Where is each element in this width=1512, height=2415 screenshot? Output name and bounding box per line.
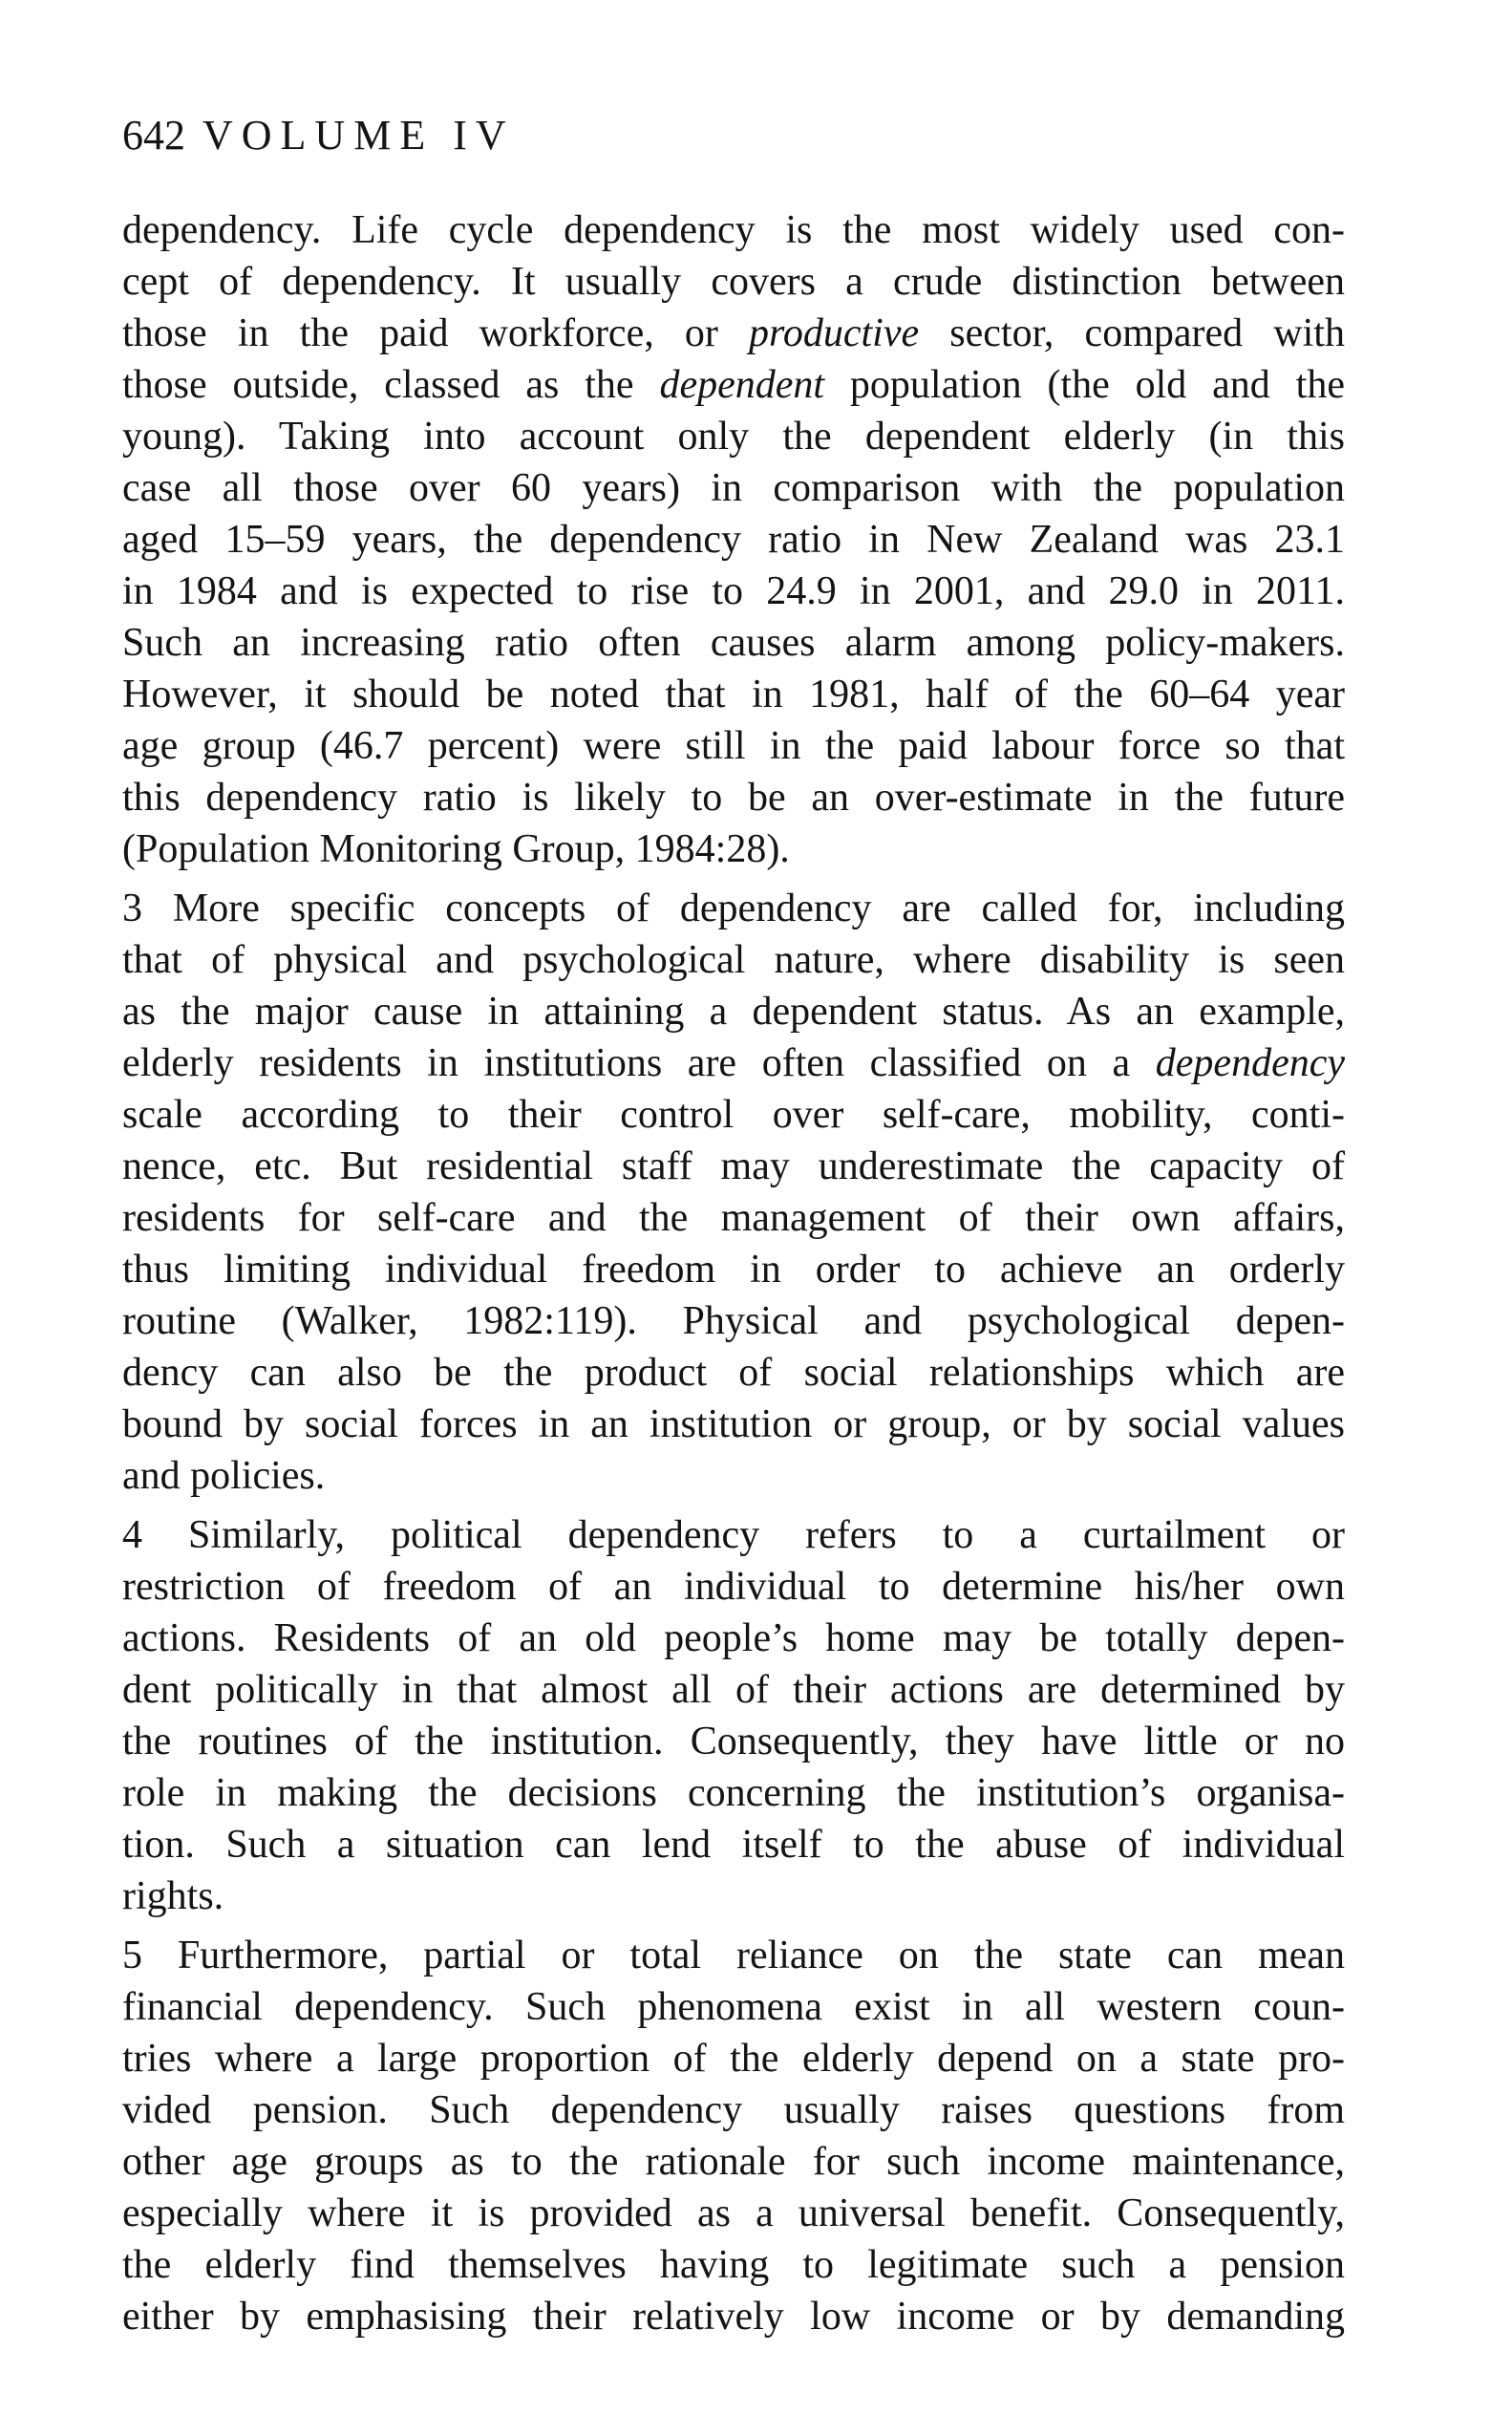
- text-line: [122, 1819, 1345, 1870]
- text-line: [122, 823, 1345, 875]
- text-segment: elderly residents in institutions are often classified on a: [122, 1041, 1156, 1085]
- text-segment: dency can also be the product of social relationships which are: [122, 1351, 1345, 1395]
- text-segment: other age groups as to the rationale for such income maintenance,: [122, 2140, 1345, 2184]
- text-line: [122, 617, 1345, 669]
- text-line: [122, 934, 1345, 986]
- paragraph-gap: [122, 875, 1345, 883]
- text-segment: rights.: [122, 1874, 224, 1918]
- volume-label: VOLUME IV: [202, 112, 515, 159]
- paragraph: [122, 883, 1345, 1502]
- text-segment: actions. Residents of an old people’s home may be totally depen-: [122, 1616, 1345, 1660]
- text-segment: nence, etc. But residential staff may underestimate the capacity of: [122, 1144, 1345, 1188]
- text-line: [122, 1716, 1345, 1767]
- text-segment: this dependency ratio is likely to be an over-estimate in the future: [122, 776, 1345, 820]
- text-segment: either by emphasising their relatively low income or by demanding: [122, 2295, 1345, 2339]
- text-segment: Such an increasing ratio often causes alarm among policy-makers.: [122, 621, 1345, 665]
- page-number: 642: [122, 112, 185, 159]
- italic-term: productive: [749, 311, 920, 355]
- text-line: [122, 1244, 1345, 1295]
- text-line: [122, 1450, 1345, 1502]
- text-segment: case all those over 60 years) in comparison with the population: [122, 466, 1345, 510]
- text-segment: as the major cause in attaining a dependent status. As an example,: [122, 990, 1345, 1034]
- text-line: [122, 1192, 1345, 1244]
- italic-term: dependent: [659, 363, 825, 407]
- text-segment: residents for self-care and the management of their own affairs,: [122, 1196, 1345, 1240]
- text-line: [122, 1930, 1345, 1981]
- text-segment: restriction of freedom of an individual to determine his/her own: [122, 1565, 1345, 1609]
- text-segment: vided pension. Such dependency usually raises questions from: [122, 2088, 1345, 2132]
- text-line: [122, 204, 1345, 256]
- paragraph-gap: [122, 1502, 1345, 1509]
- text-segment: However, it should be noted that in 1981, half of the 60–64 year: [122, 673, 1345, 716]
- text-line: [122, 772, 1345, 823]
- text-segment: dependency. Life cycle dependency is the most widely used con-: [122, 208, 1345, 252]
- text-line: [122, 308, 1345, 359]
- running-head: [122, 112, 515, 159]
- text-line: [122, 2291, 1345, 2342]
- text-line: [122, 1089, 1345, 1141]
- text-segment: thus limiting individual freedom in order to achieve an orderly: [122, 1248, 1345, 1292]
- text-segment: that of physical and psychological nature, where disability is seen: [122, 938, 1345, 982]
- text-segment: sector, compared with: [919, 311, 1345, 355]
- text-segment: young). Taking into account only the dependent elderly (in this: [122, 415, 1345, 459]
- text-line: [122, 2084, 1345, 2136]
- text-line: [122, 2239, 1345, 2291]
- text-segment: those in the paid workforce, or: [122, 311, 750, 355]
- text-line: [122, 514, 1345, 566]
- text-line: [122, 1037, 1345, 1089]
- text-line: [122, 359, 1345, 411]
- text-segment: tion. Such a situation can lend itself to the abuse of individual: [122, 1823, 1345, 1867]
- text-line: [122, 1870, 1345, 1922]
- text-segment: and policies.: [122, 1454, 326, 1498]
- text-line: [122, 1561, 1345, 1613]
- text-line: [122, 1767, 1345, 1819]
- paragraph: [122, 204, 1345, 875]
- text-line: [122, 1981, 1345, 2033]
- italic-term: dependency: [1155, 1041, 1345, 1085]
- text-line: [122, 2033, 1345, 2084]
- paragraph: [122, 1930, 1345, 2342]
- text-line: [122, 1347, 1345, 1399]
- text-segment: the elderly find themselves having to legitimate such a pension: [122, 2243, 1345, 2287]
- text-segment: (Population Monitoring Group, 1984:28).: [122, 827, 790, 871]
- text-line: [122, 1613, 1345, 1664]
- text-line: [122, 2188, 1345, 2239]
- text-segment: those outside, classed as the: [122, 363, 660, 407]
- text-segment: routine (Walker, 1982:119). Physical and psychological depen-: [122, 1299, 1345, 1343]
- text-line: [122, 1295, 1345, 1347]
- text-segment: scale according to their control over self-care, mobility, conti-: [122, 1093, 1345, 1137]
- text-line: [122, 2136, 1345, 2188]
- text-segment: financial dependency. Such phenomena exist in all western coun-: [122, 1985, 1345, 2029]
- text-line: [122, 256, 1345, 308]
- paragraph: [122, 1509, 1345, 1922]
- body-text: [122, 204, 1345, 2342]
- text-segment: age group (46.7 percent) were still in the paid labour force so that: [122, 724, 1345, 768]
- text-segment: 4 Similarly, political dependency refers to a curtailment or: [122, 1513, 1345, 1557]
- text-segment: population (the old and the: [824, 363, 1345, 407]
- text-line: [122, 566, 1345, 617]
- text-segment: dent politically in that almost all of their actions are determined by: [122, 1668, 1345, 1712]
- text-line: [122, 1141, 1345, 1192]
- text-segment: aged 15–59 years, the dependency ratio in New Zealand was 23.1: [122, 518, 1345, 562]
- text-segment: 5 Furthermore, partial or total reliance on the state can mean: [122, 1934, 1345, 1977]
- text-line: [122, 720, 1345, 772]
- text-line: [122, 1664, 1345, 1716]
- text-segment: tries where a large proportion of the elderly depend on a state pro-: [122, 2037, 1345, 2081]
- text-segment: especially where it is provided as a universal benefit. Consequently,: [122, 2191, 1345, 2235]
- text-line: [122, 883, 1345, 934]
- text-segment: role in making the decisions concerning the institution’s organisa-: [122, 1771, 1345, 1815]
- text-segment: the routines of the institution. Consequently, they have little or no: [122, 1720, 1345, 1763]
- text-line: [122, 1509, 1345, 1561]
- text-line: [122, 669, 1345, 720]
- text-line: [122, 462, 1345, 514]
- text-line: [122, 1399, 1345, 1450]
- text-segment: in 1984 and is expected to rise to 24.9 in 2001, and 29.0 in 2011.: [122, 569, 1345, 613]
- text-segment: cept of dependency. It usually covers a crude distinction between: [122, 260, 1345, 304]
- text-line: [122, 411, 1345, 462]
- text-segment: bound by social forces in an institution or group, or by social values: [122, 1402, 1345, 1446]
- text-segment: 3 More specific concepts of dependency are called for, including: [122, 887, 1345, 930]
- text-line: [122, 986, 1345, 1037]
- paragraph-gap: [122, 1922, 1345, 1930]
